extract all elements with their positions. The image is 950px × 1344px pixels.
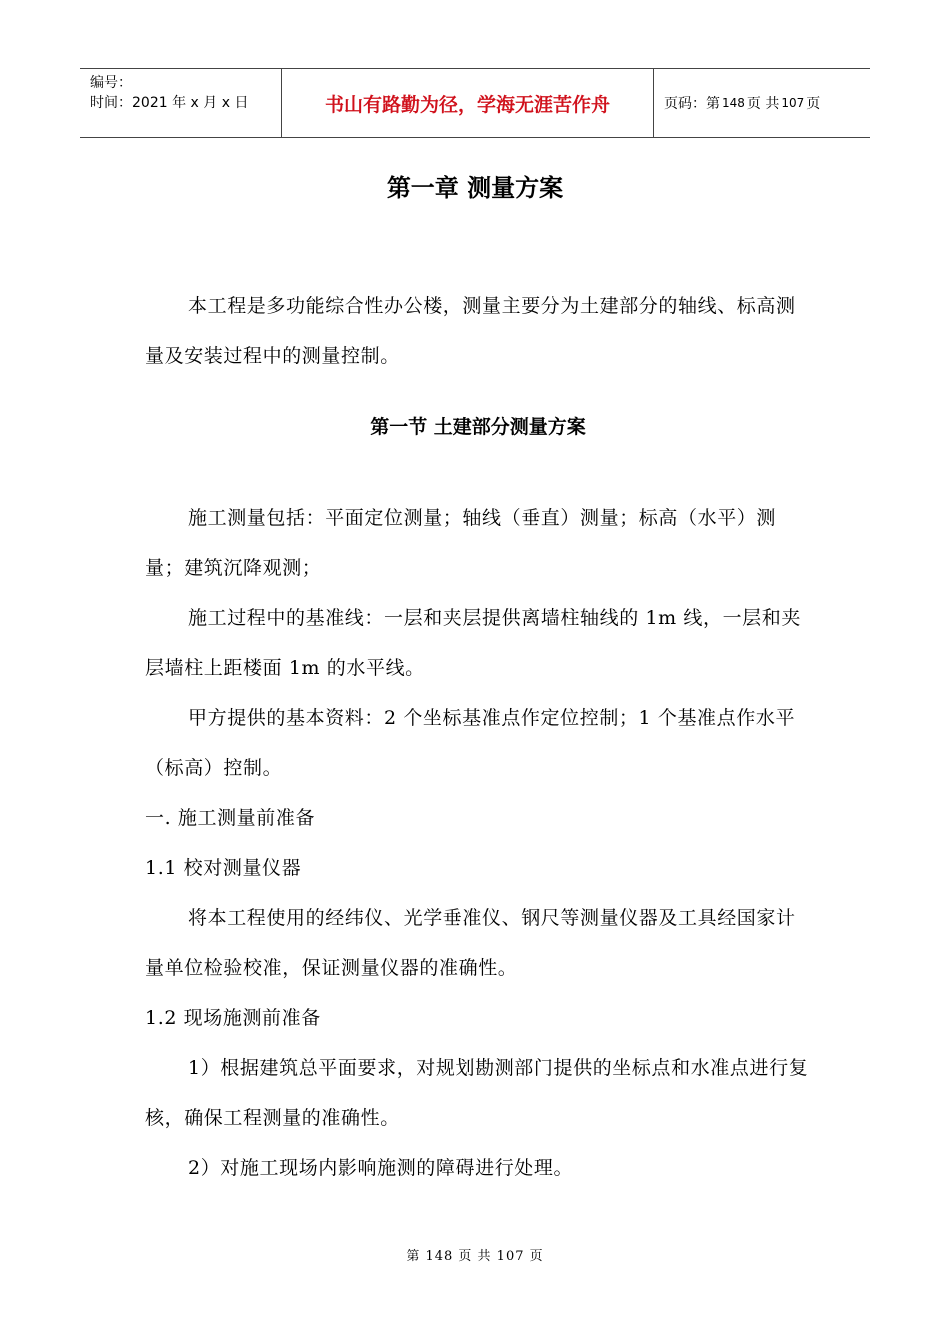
intro-block [145, 281, 811, 381]
page-prefix: 页码：第 [664, 96, 720, 112]
serial-number-label: 编号： [90, 75, 132, 91]
page-suffix: 页 [806, 96, 821, 112]
chapter-title: 第一章 测量方案 [386, 174, 564, 202]
paragraph-baseline: 施工过程中的基准线：一层和夹层提供离墙柱轴线的 1m 线，一层和夹层墙柱上距楼面 1m 的水平线。 [145, 607, 801, 679]
header-motto: 书山有路勤为径，学海无涯苦作舟 [282, 69, 654, 137]
date-label: 时间：2021 年 x 月 x 日 [90, 95, 249, 111]
page-current: 148 [722, 96, 745, 110]
section-title: 第一节 土建部分测量方案 [370, 416, 586, 438]
section-body [145, 493, 811, 1193]
page-mid: 页 共 [746, 96, 780, 112]
section-title-block [145, 402, 811, 452]
paragraph-client-data: 甲方提供的基本资料：2 个坐标基准点作定位控制；1 个基准点作水平（标高）控制。 [145, 707, 796, 779]
paragraph-recheck-points: 1）根据建筑总平面要求，对规划勘测部门提供的坐标点和水准点进行复核，确保工程测量的准确性。 [145, 1057, 809, 1129]
header-meta [80, 69, 282, 137]
heading-site-preparation: 1.2 现场施测前准备 [145, 1007, 321, 1029]
paragraph-calibration: 将本工程使用的经纬仪、光学垂准仪、钢尺等测量仪器及工具经国家计量单位检验校准，保证测量仪器的准确性。 [145, 907, 796, 979]
page-total: 107 [781, 96, 805, 110]
heading-preparation: 一. 施工测量前准备 [145, 807, 316, 829]
page-footer: 第 148 页 共 107 页 [406, 1249, 544, 1264]
header-page-info [654, 69, 870, 137]
paragraph-survey-scope: 施工测量包括：平面定位测量；轴线（垂直）测量；标高（水平）测量；建筑沉降观测； [145, 507, 777, 579]
page-header [80, 68, 870, 138]
heading-calibrate-instruments: 1.1 校对测量仪器 [145, 857, 302, 879]
intro-paragraph: 本工程是多功能综合性办公楼，测量主要分为土建部分的轴线、标高测量及安装过程中的测量控制。 [145, 295, 796, 367]
paragraph-clear-obstacles: 2）对施工现场内影响施测的障碍进行处理。 [188, 1157, 574, 1179]
